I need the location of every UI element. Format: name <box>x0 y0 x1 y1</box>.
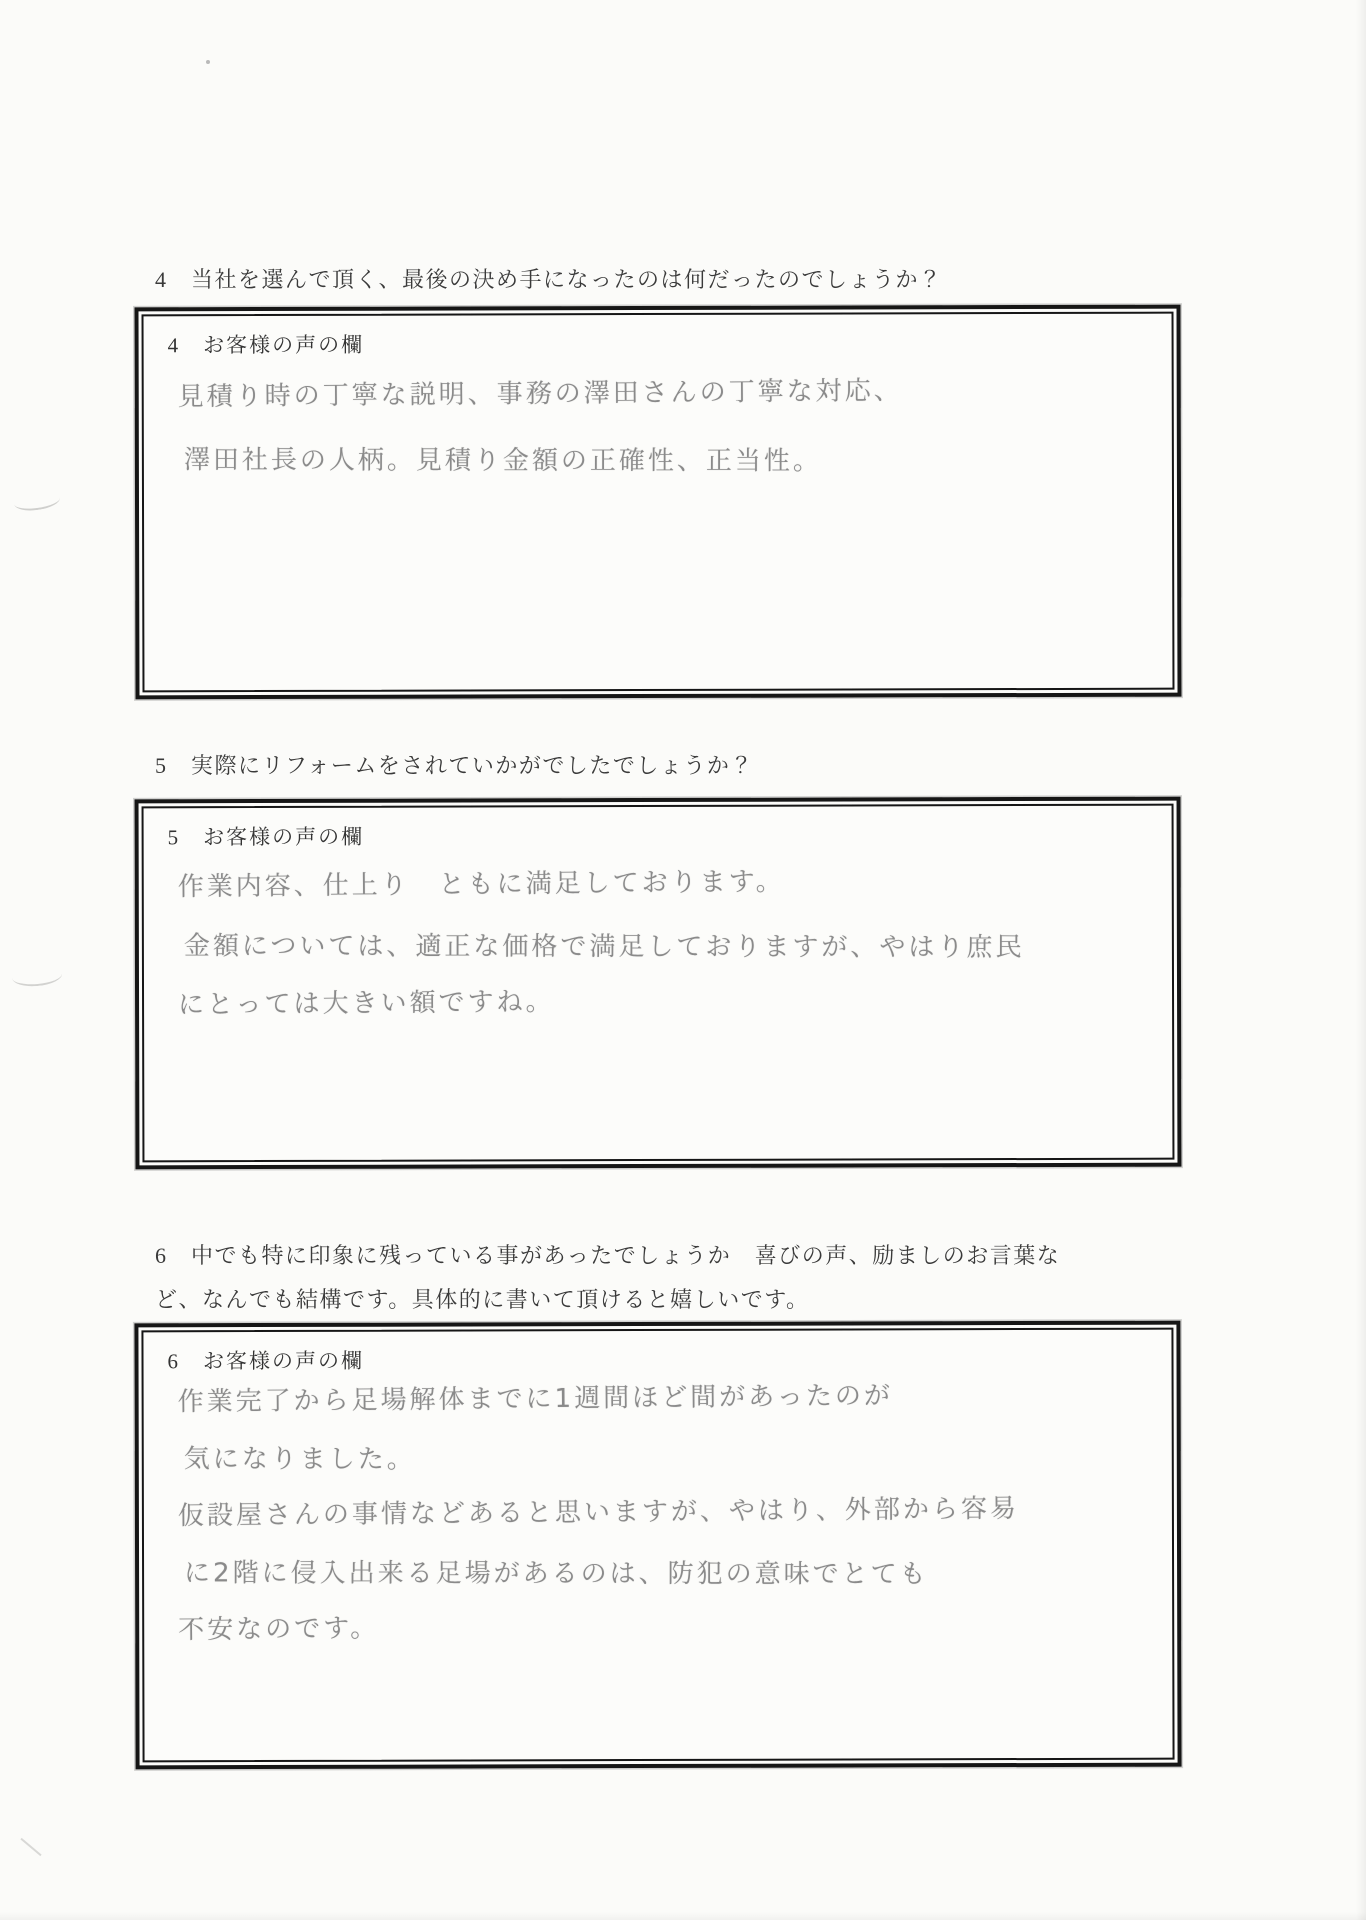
question-5-text: 5 実際にリフォームをされていかがでしたでしょうか？ <box>155 753 754 778</box>
handwriting-line: 気になりました。 <box>183 1444 416 1475</box>
handwritten-response-4 <box>178 364 1152 493</box>
question-4-text: 4 当社を選んで頂く、最後の決め手になったのは何だったのでしょうか？ <box>155 267 943 292</box>
scan-smudge-arc <box>11 964 63 988</box>
handwriting-line: 不安なのです。 <box>178 1613 380 1646</box>
voice-box-5-label: 5 お客様の声の欄 <box>167 824 365 850</box>
voice-box-6 <box>134 1321 1181 1770</box>
handwriting-line: 金額については、適正な価格で満足しておりますが、やはり庶民 <box>183 931 1025 963</box>
voice-box-5-inner <box>142 804 1175 1163</box>
scan-smudge-arc <box>13 489 61 513</box>
handwriting-line: 作業内容、仕上り ともに満足しております。 <box>177 866 785 903</box>
handwriting-line: にとっては大きい額ですね。 <box>177 986 555 1021</box>
scan-edge-shadow <box>1356 0 1366 1920</box>
handwritten-response-5 <box>178 856 1152 1036</box>
handwriting-line: 澤田社長の人柄。見積り金額の正確性、正当性。 <box>183 445 822 477</box>
handwritten-response-6 <box>178 1372 1153 1660</box>
scan-smudge-line <box>20 1838 41 1856</box>
scan-speck <box>206 60 210 64</box>
voice-box-4 <box>134 305 1181 700</box>
question-6-text: 6 中でも特に印象に残っている事があったでしょうか 喜びの声、励ましのお言葉な ど、なんでも結構です。具体的に書いて頂けると嬉しいです。 <box>155 1243 1061 1312</box>
voice-box-6-label: 6 お客様の声の欄 <box>167 1348 365 1374</box>
handwriting-line: 作業完了から足場解体までに1週間ほど間があったのが <box>177 1381 894 1418</box>
voice-box-6-inner <box>141 1328 1174 1763</box>
handwriting-line: に2階に侵入出来る足場があるのは、防犯の意味でとても <box>184 1558 929 1590</box>
scan-edge-shadow <box>0 1912 1366 1920</box>
voice-box-4-inner <box>142 312 1175 693</box>
voice-box-5 <box>135 797 1182 1170</box>
voice-box-4-label: 4 お客様の声の欄 <box>167 332 365 358</box>
handwriting-line: 見積り時の丁寧な説明、事務の澤田さんの丁寧な対応、 <box>177 375 903 413</box>
handwriting-line: 仮設屋さんの事情などあると思いますが、やはり、外部から容易 <box>177 1493 1020 1532</box>
